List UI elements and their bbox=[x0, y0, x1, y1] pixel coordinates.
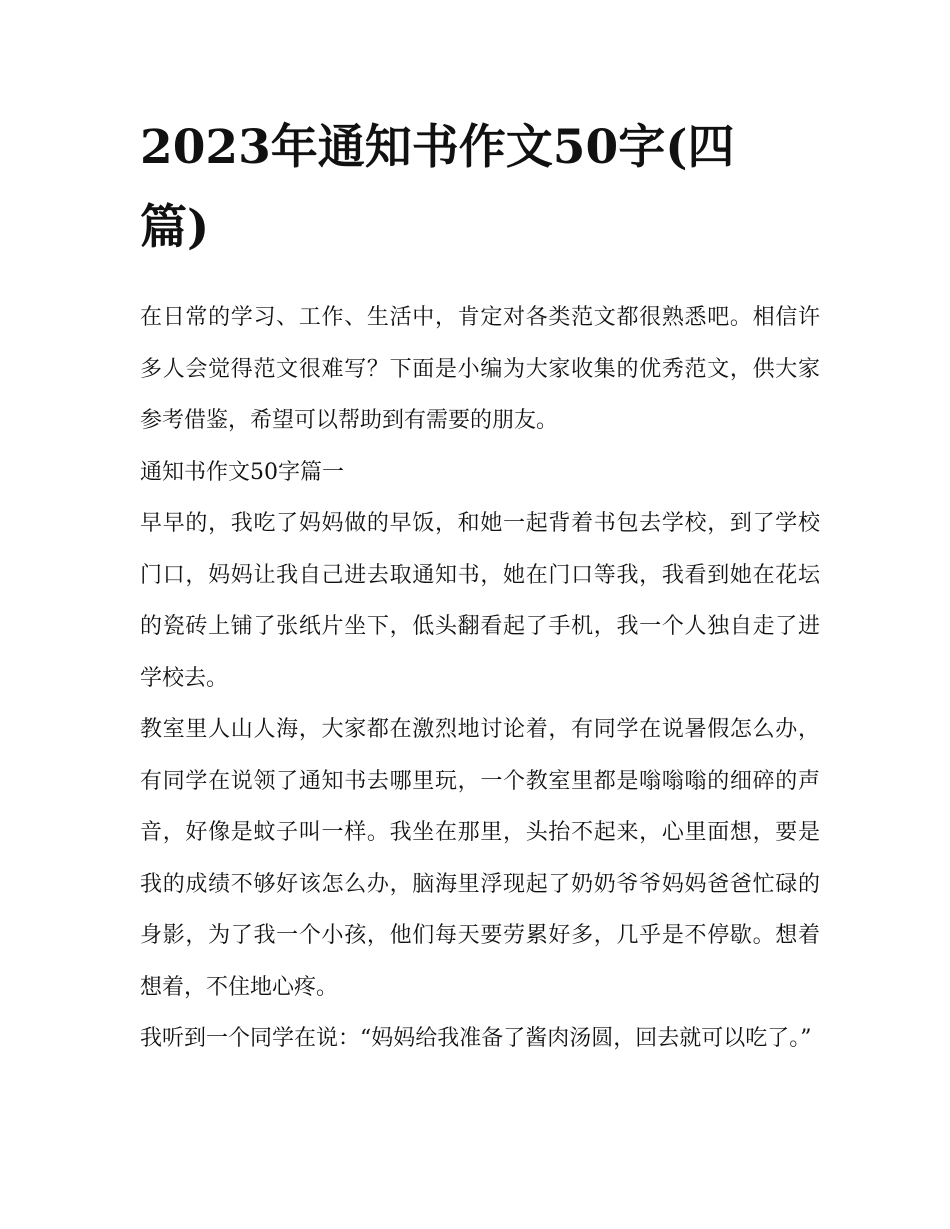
section-heading: 通知书作文50字篇一 bbox=[140, 459, 344, 485]
document-title: 2023年通知书作文50字(四篇) bbox=[140, 120, 735, 255]
body-paragraph-3: 我听到一个同学在说：“妈妈给我准备了酱肉汤圆，回去就可以吃了。” bbox=[140, 1026, 812, 1051]
document-page bbox=[140, 108, 820, 1065]
body-paragraph-1: 早早的，我吃了妈妈做的早饭，和她一起背着书包去学校，到了学校门口，妈妈让我自己进去取通知书，她在门口等我，我看到她在花坛的瓷砖上铺了张纸片坐下，低头翻看起了手机，我一个人独自走了进学校去。 bbox=[140, 511, 820, 691]
intro-paragraph: 在日常的学习、工作、生活中，肯定对各类范文都很熟悉吧。相信许多人会觉得范文很难写？下面是小编为大家收集的优秀范文，供大家参考借鉴，希望可以帮助到有需要的朋友。 bbox=[140, 305, 820, 433]
body-paragraph-2: 教室里人山人海，大家都在激烈地讨论着，有同学在说暑假怎么办，有同学在说领了通知书去哪里玩，一个教室里都是嗡嗡嗡的细碎的声音，好像是蚊子叫一样。我坐在那里，头抬不起来，心里面想，要是我的成绩不够好该怎么办，脑海里浮现起了奶奶爷爷妈妈爸爸忙碌的身影，为了我一个小孩，他们每天要劳累好多，几乎是不停歇。想着想着，不住地心疼。 bbox=[140, 717, 820, 1000]
